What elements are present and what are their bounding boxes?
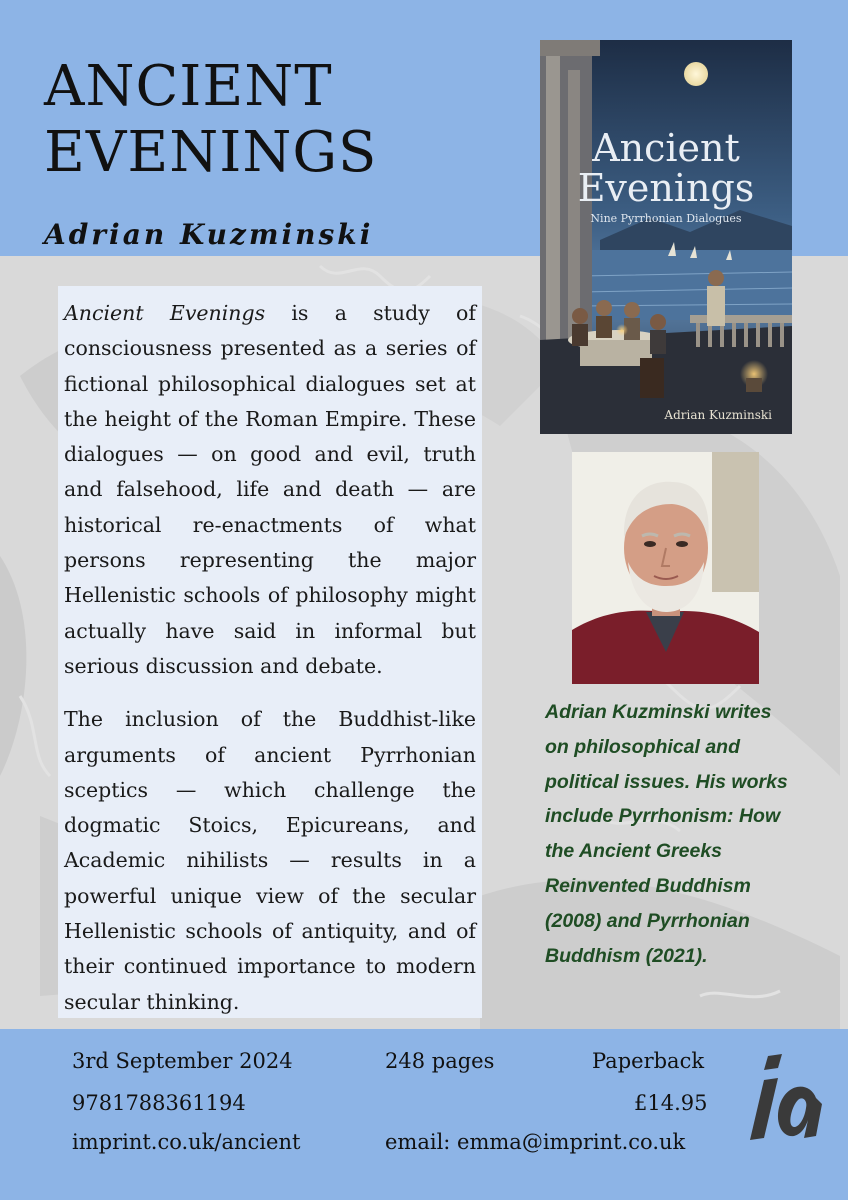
description-paragraph-1	[64, 296, 476, 684]
cover-title-line-1: Ancient	[592, 126, 740, 170]
author-bio: Adrian Kuzminski writes on philosophical and political issues. His works include Pyrrhonism: How the Ancient Greeks Reinvented Buddhism (2008) and Pyrrhonian Buddhism (2021).	[545, 701, 788, 967]
book-format: Paperback	[592, 1049, 705, 1073]
description-paragraph-2: The inclusion of the Buddhist-like arguments of ancient Pyrrhonian sceptics — which challenge the dogmatic Stoics, Epicureans, and Academic nihilists — results in a powerful unique view of the secular Hellenistic schools of antiquity, and of their continued importance to modern secular thinking.	[64, 707, 476, 1014]
description-book-title: Ancient Evenings	[64, 301, 266, 325]
isbn: 9781788361194	[72, 1091, 246, 1115]
book-title	[44, 54, 377, 186]
price: £14.95	[634, 1091, 708, 1115]
book-cover-illustration	[540, 40, 792, 434]
cover-author: Adrian Kuzminski	[664, 408, 772, 422]
book-cover	[540, 40, 792, 434]
description-box	[58, 286, 482, 1018]
page-count: 248 pages	[385, 1049, 495, 1073]
author-photo	[572, 452, 759, 684]
publication-date: 3rd September 2024	[72, 1049, 293, 1073]
book-title-line-1: ANCIENT	[44, 54, 333, 119]
author-portrait-illustration	[572, 452, 759, 684]
author-name: Adrian Kuzminski	[44, 218, 374, 251]
website-link[interactable]: imprint.co.uk/ancient	[72, 1130, 301, 1154]
book-title-line-2: EVENINGS	[44, 120, 378, 185]
cover-subtitle: Nine Pyrrhonian Dialogues	[590, 212, 742, 225]
cover-title-line-2: Evenings	[577, 166, 755, 210]
description-paragraph-1-text: is a study of consciousness presented as a series of fictional philosophical dialogues set at the height of the Roman Empire. These dialogues — on good and evil, truth and falsehood, life and death — are historical re-enactments of what persons representing the major Hellenistic schools of philosophy might actually have said in informal but serious discussion and debate.	[64, 301, 476, 678]
publisher-logo	[738, 1052, 822, 1152]
contact-email[interactable]: email: emma@imprint.co.uk	[385, 1130, 686, 1154]
